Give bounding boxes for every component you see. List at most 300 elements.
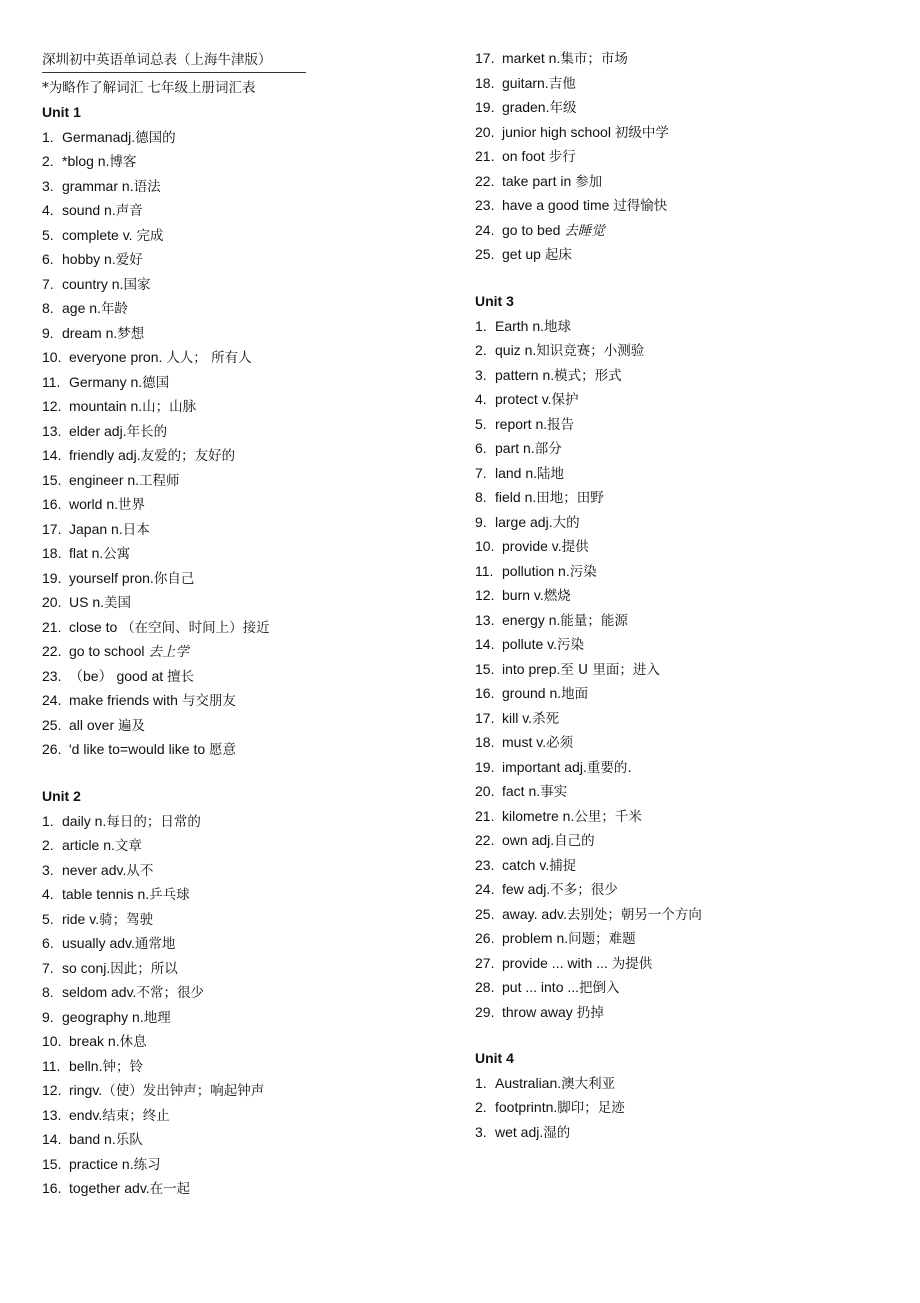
entry-number: 29. [475,1003,495,1020]
entry-number: 25. [475,905,495,922]
vocab-entry [42,370,270,395]
vocab-entry [42,931,264,956]
entry-chinese: 愿意 [209,742,237,758]
entry-chinese: 完成 [136,227,164,244]
entry-number: 17. [475,50,495,66]
entry-english: important adj. [502,758,587,775]
vocab-entry [475,657,702,682]
entry-english: close to [69,618,122,635]
entry-chinese: 杀死 [532,710,560,727]
entry-number: 5. [42,226,54,243]
entry-number: 23. [475,856,495,873]
entry-number: 3. [42,177,54,194]
entry-chinese: 不常；很少 [136,985,204,1001]
unit-section [475,289,702,1024]
entry-chinese: 文章 [114,838,142,854]
entry-english: market n. [502,50,561,66]
entry-english: throw away [502,1003,577,1020]
entry-english: make friends with [69,692,182,708]
vocab-entry [42,664,270,689]
vocab-entry [42,443,270,468]
entry-english: must v. [502,734,547,750]
entry-english: have a good time [502,197,614,213]
entry-chinese: 为提供 [611,955,653,972]
entry-chinese: 报告 [547,416,575,433]
vocab-entry [475,706,702,731]
entry-number: 19. [42,569,62,586]
unit-heading: Unit 4 [475,1050,514,1066]
entry-number: 22. [475,172,495,189]
entry-number: 14. [42,447,62,463]
entry-english: pollution n. [502,562,570,579]
entry-chinese: 乒乓球 [149,887,190,903]
entry-chinese: 去别处；朝另一个方向 [566,906,702,923]
vocab-entry [42,590,270,615]
vocab-entry [42,247,270,272]
vocab-entry [475,218,669,243]
entry-chinese: 工程师 [139,472,180,489]
entry-chinese: 必须 [546,735,574,751]
entry-number: 8. [475,489,487,505]
vocab-entry [42,907,264,932]
entry-number: 5. [475,415,487,432]
unit-section [475,1046,625,1144]
entry-number: 1. [475,317,487,334]
entry-english: fact n. [502,783,541,799]
entry-chinese: 公里；千米 [574,808,642,825]
entry-chinese: 提供 [561,539,589,555]
document-title: 深圳初中英语单词总表（上海牛津版） [42,48,306,73]
entry-chinese: 步行 [548,149,576,165]
vocab-entry [475,242,669,267]
entry-chinese: 不多；很少 [550,882,618,898]
entry-english: all over [69,716,119,733]
entry-number: 7. [475,464,487,481]
entry-chinese: （在空间、时间上）接近 [121,619,270,636]
entry-english: pattern n. [495,366,555,383]
entry-number: 4. [42,202,54,218]
vocab-entry [42,1176,264,1201]
entry-english: age n. [62,300,101,316]
vocab-entry [475,975,702,1000]
entry-chinese: 陆地 [537,465,565,482]
entry-number: 4. [42,886,54,902]
entry-chinese: 德国的 [135,129,176,146]
entry-chinese: 从不 [126,862,154,879]
entry-number: 11. [42,1057,61,1074]
vocab-entry [42,174,270,199]
vocab-entry [42,956,264,981]
entry-chinese: 公寓 [103,546,131,562]
entry-chinese: 通常地 [134,936,176,952]
entry-english: large adj. [495,513,553,530]
entry-number: 18. [475,74,495,91]
entry-english: Earth n. [495,317,545,334]
vocab-entry [475,169,669,194]
vocab-entry [475,510,702,535]
entry-number: 23. [475,197,495,213]
entry-chinese: 问题；难题 [568,931,636,947]
entry-chinese: 湿的 [543,1124,571,1141]
entry-chinese: 过得愉快 [613,198,668,214]
entry-chinese: 与交朋友 [181,693,236,709]
entry-number: 23. [42,667,62,684]
entry-english: guitarn. [502,74,549,91]
entry-chinese: 地理 [143,1009,171,1026]
entry-chinese: 能量；能源 [560,612,628,629]
entry-chinese: 声音 [115,203,143,219]
entry-chinese: 保护 [551,392,579,408]
entry-chinese: 污染 [569,563,597,580]
vocab-entry [475,144,669,169]
entry-chinese: 乐队 [115,1132,143,1148]
entry-english: provide v. [502,538,562,554]
vocab-entry [42,419,270,444]
entry-chinese: 年长的 [126,423,168,440]
vocab-entry [42,1054,264,1079]
entry-english: protect v. [495,391,552,407]
vocab-entry [475,71,669,96]
entry-number: 6. [475,440,487,456]
entry-english: ground n. [502,685,562,701]
entry-english: land n. [495,464,538,481]
entry-number: 16. [475,685,495,701]
entry-chinese: 去睡觉 [564,222,605,239]
entry-english: table tennis n. [62,886,150,902]
entry-english: US n. [69,594,105,610]
entry-number: 2. [475,1099,487,1115]
vocab-entry [42,737,270,762]
entry-english: sound n. [62,202,116,218]
entry-chinese: 练习 [133,1156,161,1173]
entry-english: quiz n. [495,342,537,358]
entry-number: 16. [42,496,62,512]
entry-english: usually adv. [62,935,135,951]
entry-chinese: 污染 [557,637,584,653]
vocab-entry [475,681,702,706]
entry-chinese: 吉他 [548,75,576,92]
entry-chinese: 集市；市场 [560,51,628,67]
entry-chinese: 钟；铃 [102,1058,143,1075]
vocab-entry [475,755,702,780]
entry-number: 15. [42,1155,62,1172]
entry-english: pollute v. [502,636,557,652]
entry-number: 11. [475,562,494,579]
vocab-entry [475,926,702,951]
vocab-entry [475,951,702,976]
entry-number: 3. [475,1123,487,1140]
entry-english: Japan n. [69,520,123,537]
vocab-entry [475,95,669,120]
vocab-entry [42,272,270,297]
vocab-entry [42,615,270,640]
entry-english: together adv. [69,1180,150,1196]
entry-chinese: 自己的 [554,833,595,849]
entry-number: 6. [42,251,54,267]
entry-chinese: 每日的；日常的 [106,813,201,830]
entry-chinese: 部分 [534,441,562,457]
entry-chinese: 初级中学 [614,124,669,141]
vocab-entry [42,296,270,321]
vocab-entry [475,828,702,853]
entry-english: graden. [502,99,550,115]
entry-english: break n. [69,1033,120,1049]
entry-chinese: 擅长 [167,668,195,685]
vocab-entry [475,1071,625,1096]
entry-number: 18. [475,734,495,750]
entry-chinese: 日本 [122,521,150,538]
entry-english: take part in [502,172,576,189]
vocab-entry [475,730,702,755]
vocab-entry [42,394,270,419]
entry-english: go to school [69,643,149,659]
entry-number: 5. [42,910,54,927]
vocab-entry [42,492,270,517]
entry-english: daily n. [62,812,107,829]
vocab-entry [475,1000,702,1025]
entry-english: never adv. [62,861,127,878]
entry-number: 12. [475,587,495,603]
entry-number: 24. [42,692,62,708]
entry-number: 8. [42,984,54,1000]
entry-english: endv. [69,1106,103,1123]
vocab-entry [42,345,270,370]
entry-english: so conj. [62,959,111,976]
vocab-entry [475,877,702,902]
entry-english: put ... into ... [502,979,580,995]
entry-chinese: 地球 [544,318,572,335]
entry-chinese: （使）发出钟声；响起钟声 [102,1083,265,1099]
entry-english: country n. [62,275,124,292]
entry-chinese: 把倒入 [579,980,620,996]
vocab-entry [475,632,702,657]
vocab-entry [42,1029,264,1054]
document-note: *为略作了解词汇 七年级上册词汇表 [42,80,256,96]
entry-english: provide ... with ... [502,954,612,971]
entry-number: 13. [475,611,495,628]
entry-chinese: 遍及 [118,717,146,734]
entry-english: grammar n. [62,177,134,194]
unit-section-continued [475,46,669,267]
entry-chinese: 休息 [119,1034,147,1050]
entry-chinese: 爱好 [115,252,143,268]
entry-chinese: 知识竞赛；小测验 [536,343,645,359]
entry-english: on foot [502,148,549,164]
vocab-entry [42,688,270,713]
vocab-entry [42,1127,264,1152]
entry-english: world n. [69,496,119,512]
entry-number: 21. [42,618,62,635]
entry-chinese: 年龄 [100,301,128,317]
vocab-entry [475,485,702,510]
entry-english: article n. [62,837,115,853]
vocab-entry [475,46,669,71]
entry-number: 19. [475,758,495,775]
unit-section [42,100,270,762]
entry-chinese: 扔掉 [576,1004,604,1021]
vocab-entry [42,1005,264,1030]
vocab-entry [475,779,702,804]
vocab-entry [475,461,702,486]
entry-chinese: 地面 [561,686,589,702]
entry-number: 22. [475,832,495,848]
vocab-entry [42,1078,264,1103]
unit-heading: Unit 3 [475,293,514,309]
entry-number: 7. [42,275,54,292]
entry-number: 9. [42,324,54,341]
entry-english: elder adj. [69,422,127,439]
entry-chinese: 骑；驾驶 [99,911,154,928]
vocab-entry [475,363,702,388]
vocab-entry [42,1103,264,1128]
entry-number: 12. [42,1082,62,1098]
entry-english: belln. [69,1057,103,1074]
entry-english: ride v. [62,910,100,927]
entry-number: 17. [475,709,495,726]
entry-english: go to bed [502,221,565,238]
entry-number: 15. [475,660,495,677]
entry-number: 15. [42,471,62,488]
entry-english: dream n. [62,324,118,341]
entry-english: Australian. [495,1074,562,1091]
entry-chinese: 大的 [552,514,580,531]
entry-number: 26. [42,741,62,757]
entry-chinese: 年级 [549,100,577,116]
entry-number: 9. [475,513,487,530]
entry-number: 19. [475,99,495,115]
entry-chinese: 捕捉 [549,857,577,874]
vocab-entry [475,120,669,145]
vocab-entry [475,559,702,584]
entry-english: hobby n. [62,251,116,267]
entry-english: seldom adv. [62,984,137,1000]
entry-english: problem n. [502,930,569,946]
entry-number: 1. [42,128,54,145]
entry-number: 20. [475,123,495,140]
entry-number: 25. [475,246,495,262]
entry-number: 11. [42,373,61,390]
entry-number: 4. [475,391,487,407]
entry-number: 7. [42,959,54,976]
entry-english: into prep. [502,660,561,677]
entry-number: 28. [475,979,495,995]
entry-number: 2. [475,342,487,358]
entry-chinese: 结束；终止 [102,1107,170,1124]
entry-chinese: 国家 [123,276,151,293]
entry-number: 24. [475,881,495,897]
entry-english: *blog n. [62,153,110,169]
entry-chinese: 田地；田野 [536,490,604,506]
vocab-entry [42,541,270,566]
vocab-entry [475,804,702,829]
entry-english: yourself pron. [69,569,154,586]
vocab-entry [42,858,264,883]
entry-number: 14. [42,1131,62,1147]
entry-english: complete v. [62,226,137,243]
entry-chinese: 因此；所以 [110,960,178,977]
vocab-entry [475,1095,625,1120]
vocab-entry [42,833,264,858]
vocab-entry [42,321,270,346]
entry-number: 2. [42,153,54,169]
entry-chinese: 重要的. [586,759,632,776]
entry-english: Germanadj. [62,128,136,145]
entry-number: 8. [42,300,54,316]
entry-chinese: 山；山脉 [142,399,197,415]
vocab-entry [42,517,270,542]
entry-number: 12. [42,398,62,414]
vocab-entry [42,1152,264,1177]
entry-number: 18. [42,545,62,561]
entry-english: practice n. [69,1155,134,1172]
entry-chinese: 去上学 [148,644,189,660]
entry-english: report n. [495,415,548,432]
entry-number: 10. [42,1033,62,1049]
vocab-entry [42,149,270,174]
entry-english: everyone pron. [69,349,167,365]
entry-chinese: 澳大利亚 [561,1075,616,1092]
entry-number: 2. [42,837,54,853]
entry-chinese: 梦想 [117,325,145,342]
entry-english: engineer n. [69,471,140,488]
unit-heading: Unit 1 [42,104,81,120]
entry-english: mountain n. [69,398,143,414]
entry-number: 20. [42,594,62,610]
vocab-entry [42,198,270,223]
entry-chinese: 博客 [109,154,137,170]
entry-chinese: 至 U 里面；进入 [560,661,660,678]
vocab-entry [42,809,264,834]
entry-chinese: 人人； 所有人 [166,350,252,366]
entry-number: 14. [475,636,495,652]
vocab-entry [475,412,702,437]
vocab-entry [42,125,270,150]
vocab-entry [42,468,270,493]
entry-number: 27. [475,954,495,971]
entry-chinese: 燃烧 [543,588,571,604]
entry-chinese: 事实 [540,784,568,800]
entry-english: get up [502,246,545,262]
unit-heading: Unit 2 [42,788,81,804]
entry-number: 13. [42,1106,62,1123]
entry-number: 22. [42,643,62,659]
entry-number: 10. [475,538,495,554]
entry-number: 13. [42,422,62,439]
entry-number: 17. [42,520,62,537]
entry-number: 26. [475,930,495,946]
entry-english: catch v. [502,856,550,873]
entry-english: energy n. [502,611,561,628]
entry-english: away. adv. [502,905,567,922]
entry-chinese: 世界 [118,497,146,513]
entry-number: 25. [42,716,62,733]
vocab-entry [42,882,264,907]
entry-english: field n. [495,489,537,505]
entry-english: footprintn. [495,1099,558,1115]
vocab-entry [475,314,702,339]
entry-number: 1. [475,1074,487,1091]
entry-english: own adj. [502,832,555,848]
vocab-entry [42,980,264,1005]
entry-number: 21. [475,148,495,164]
entry-chinese: 你自己 [153,570,195,587]
entry-english: few adj. [502,881,551,897]
vocab-entry [475,853,702,878]
entry-chinese: 在一起 [149,1181,191,1197]
entry-number: 10. [42,349,62,365]
entry-english: Germany n. [69,373,143,390]
vocab-entry [42,713,270,738]
